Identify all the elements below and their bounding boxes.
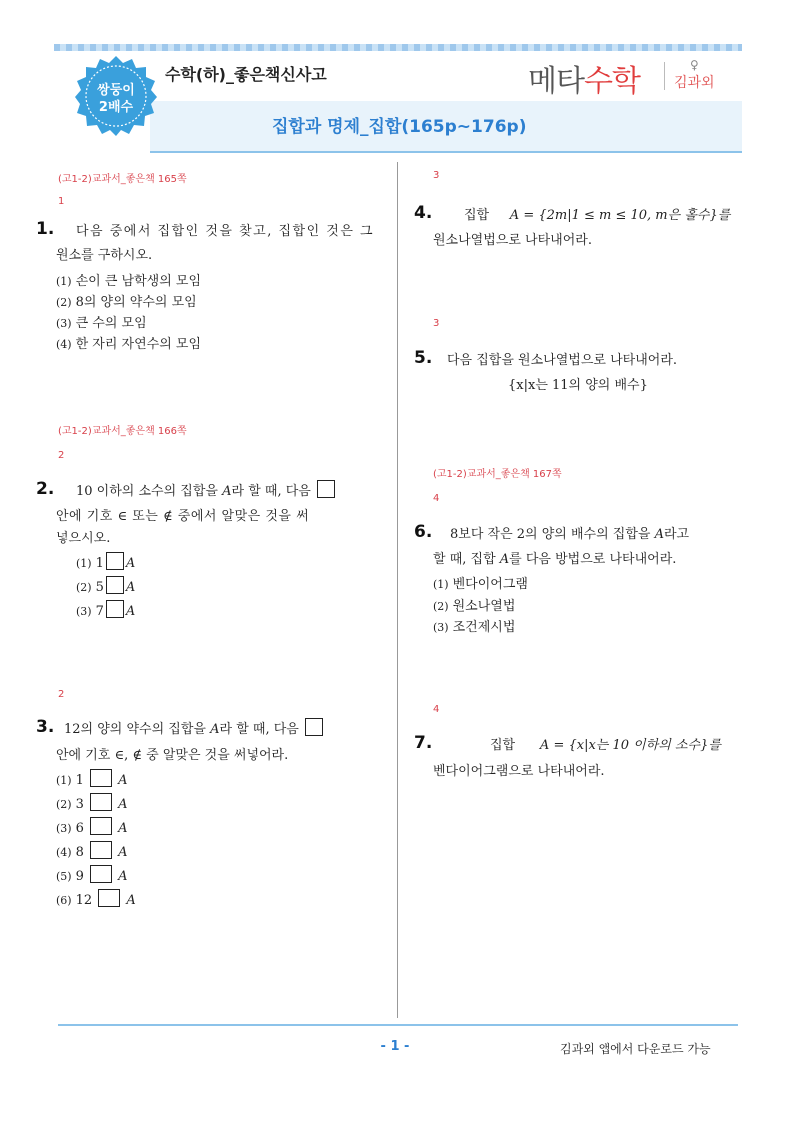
option-text: 원소나열법 (452, 599, 516, 614)
source-label: (고1-2)교과서_좋은책 167쪽 (433, 469, 562, 480)
question-text (464, 204, 730, 227)
option-index: (1) (433, 578, 449, 591)
question-number: 1. (36, 219, 55, 239)
question-text-part: 라 할 때, 다음 (231, 484, 311, 499)
level-label: 4 (433, 493, 440, 504)
option-item (76, 576, 135, 595)
question-text-part: 12의 양의 약수의 집합을 (64, 722, 206, 737)
question-text-part: 집합 (464, 208, 490, 223)
column-divider (397, 162, 398, 1018)
question-text: 원소나열법으로 나타내어라. (433, 233, 592, 248)
option-number: 3 (75, 797, 84, 812)
subject-title: 수학(하)_좋은책신사고 (165, 65, 327, 84)
set-variable: A (125, 604, 136, 619)
option-number: 1 (75, 773, 84, 788)
option-text: 벤다이어그램 (452, 577, 528, 592)
option-item (56, 270, 201, 289)
level-label: 2 (58, 450, 65, 461)
option-text: 큰 수의 모임 (75, 316, 147, 331)
level-label: 1 (58, 196, 65, 207)
question-text: 안에 기호 ∈ 또는 ∉ 중에서 알맞은 것을 써 (56, 509, 310, 524)
question-text (76, 480, 337, 503)
set-variable: A (499, 552, 510, 567)
set-variable: A (222, 484, 232, 499)
question-text (433, 548, 676, 571)
footer-line (58, 1024, 738, 1026)
option-text: 조건제시법 (452, 620, 516, 635)
page-number: - 1 - (380, 1039, 410, 1054)
answer-box[interactable] (106, 600, 124, 618)
answer-box[interactable] (106, 552, 124, 570)
level-label: 3 (433, 318, 440, 329)
option-index: (6) (56, 894, 72, 907)
question-number: 7. (414, 733, 433, 753)
answer-box[interactable] (90, 793, 112, 811)
question-number: 5. (414, 348, 433, 368)
question-number: 2. (36, 479, 55, 499)
option-number: 12 (75, 893, 93, 908)
source-label: (고1-2)교과서_좋은책 166쪽 (58, 426, 187, 437)
option-index: (3) (56, 317, 72, 330)
option-number: 9 (75, 869, 84, 884)
option-text: 손이 큰 남학생의 모임 (75, 274, 202, 289)
option-index: (2) (76, 581, 92, 594)
option-item (433, 616, 515, 635)
answer-box[interactable] (90, 841, 112, 859)
set-variable: A (125, 580, 136, 595)
option-index: (1) (76, 557, 92, 570)
question-number: 4. (414, 203, 433, 223)
header-band (54, 44, 742, 51)
option-item (433, 573, 528, 592)
chapter-title: 집합과 명제_집합(165p~176p) (272, 117, 527, 137)
option-index: (3) (433, 621, 449, 634)
option-item (56, 841, 128, 860)
set-variable: A (118, 773, 128, 788)
brand-sub: 김과외 (674, 75, 715, 91)
question-text-part: 를 다음 방법으로 나타내어라. (509, 552, 677, 567)
set-variable: A (118, 845, 128, 860)
set-variable: A (654, 527, 664, 542)
question-text: 넣으시오. (56, 531, 111, 546)
option-index: (1) (56, 774, 72, 787)
option-item (56, 793, 128, 812)
set-expression: {x|x는 11의 양의 배수} (508, 378, 648, 393)
set-variable: A (118, 797, 128, 812)
badge-line-2: 2배수 (98, 100, 134, 115)
question-text-part: 10 이하의 소수의 집합을 (76, 484, 218, 499)
question-text: 원소를 구하시오. (56, 248, 153, 263)
question-text: 다음 중에서 집합인 것을 찾고, 집합인 것은 그 (76, 224, 375, 239)
question-text-part: 집합 (490, 738, 516, 753)
brand-part-2: 수학 (583, 64, 640, 99)
option-item (76, 552, 135, 571)
option-number: 8 (75, 845, 84, 860)
set-variable: A (210, 722, 220, 737)
level-label: 4 (433, 704, 440, 715)
option-index: (2) (433, 600, 449, 613)
question-text (450, 523, 689, 546)
option-item (56, 333, 201, 352)
answer-box (305, 718, 323, 736)
option-item (56, 312, 147, 331)
level-label: 2 (58, 689, 65, 700)
answer-box[interactable] (90, 817, 112, 835)
option-item (76, 600, 135, 619)
option-item (56, 889, 136, 908)
brand-part-1: 메타 (528, 64, 584, 99)
footer-note: 김과외 앱에서 다운로드 가능 (560, 1042, 711, 1056)
option-index: (3) (76, 605, 92, 618)
answer-box[interactable] (90, 769, 112, 787)
set-variable: A (125, 556, 136, 571)
question-text-part: 라고 (664, 527, 690, 542)
option-number: 7 (95, 604, 104, 619)
option-index: (2) (56, 296, 72, 309)
question-text-part: 할 때, 집합 (433, 552, 496, 567)
option-item (56, 865, 128, 884)
set-expression: A = {2m|1 ≤ m ≤ 10, m은 홀수}를 (509, 208, 731, 223)
answer-box[interactable] (90, 865, 112, 883)
option-item (56, 291, 197, 310)
question-text: 안에 기호 ∈, ∉ 중 알맞은 것을 써넣어라. (56, 748, 289, 763)
badge-label (74, 82, 158, 116)
option-number: 1 (95, 556, 104, 571)
option-number: 6 (75, 821, 84, 836)
set-variable: A (118, 821, 128, 836)
option-text: 8의 양의 약수의 모임 (75, 295, 197, 310)
option-index: (4) (56, 338, 72, 351)
answer-box (317, 480, 335, 498)
option-index: (3) (56, 822, 72, 835)
person-icon: ♀ (690, 58, 699, 72)
question-number: 6. (414, 522, 433, 542)
option-item (56, 769, 128, 788)
option-index: (5) (56, 870, 72, 883)
question-number: 3. (36, 717, 55, 737)
level-label: 3 (433, 170, 440, 181)
answer-box[interactable] (98, 889, 120, 907)
question-text-part: 라 할 때, 다음 (219, 722, 299, 737)
set-variable: A (118, 869, 128, 884)
option-index: (1) (56, 275, 72, 288)
option-index: (2) (56, 798, 72, 811)
option-index: (4) (56, 846, 72, 859)
source-label: (고1-2)교과서_좋은책 165쪽 (58, 174, 187, 185)
option-text: 한 자리 자연수의 모임 (75, 337, 202, 352)
badge-line-1: 쌍둥이 (97, 83, 135, 98)
question-text-part: 8보다 작은 2의 양의 배수의 집합을 (450, 527, 651, 542)
answer-box[interactable] (106, 576, 124, 594)
brand-logo (528, 56, 640, 100)
brand-separator (664, 62, 665, 90)
question-text: 벤다이어그램으로 나타내어라. (433, 764, 605, 779)
option-item (433, 595, 515, 614)
set-variable: A (126, 893, 136, 908)
question-text (64, 718, 325, 741)
option-number: 5 (95, 580, 104, 595)
question-text (490, 734, 721, 757)
set-expression: A = {x|x는 10 이하의 소수}를 (539, 738, 721, 753)
option-item (56, 817, 128, 836)
question-text: 다음 집합을 원소나열법으로 나타내어라. (447, 353, 678, 368)
